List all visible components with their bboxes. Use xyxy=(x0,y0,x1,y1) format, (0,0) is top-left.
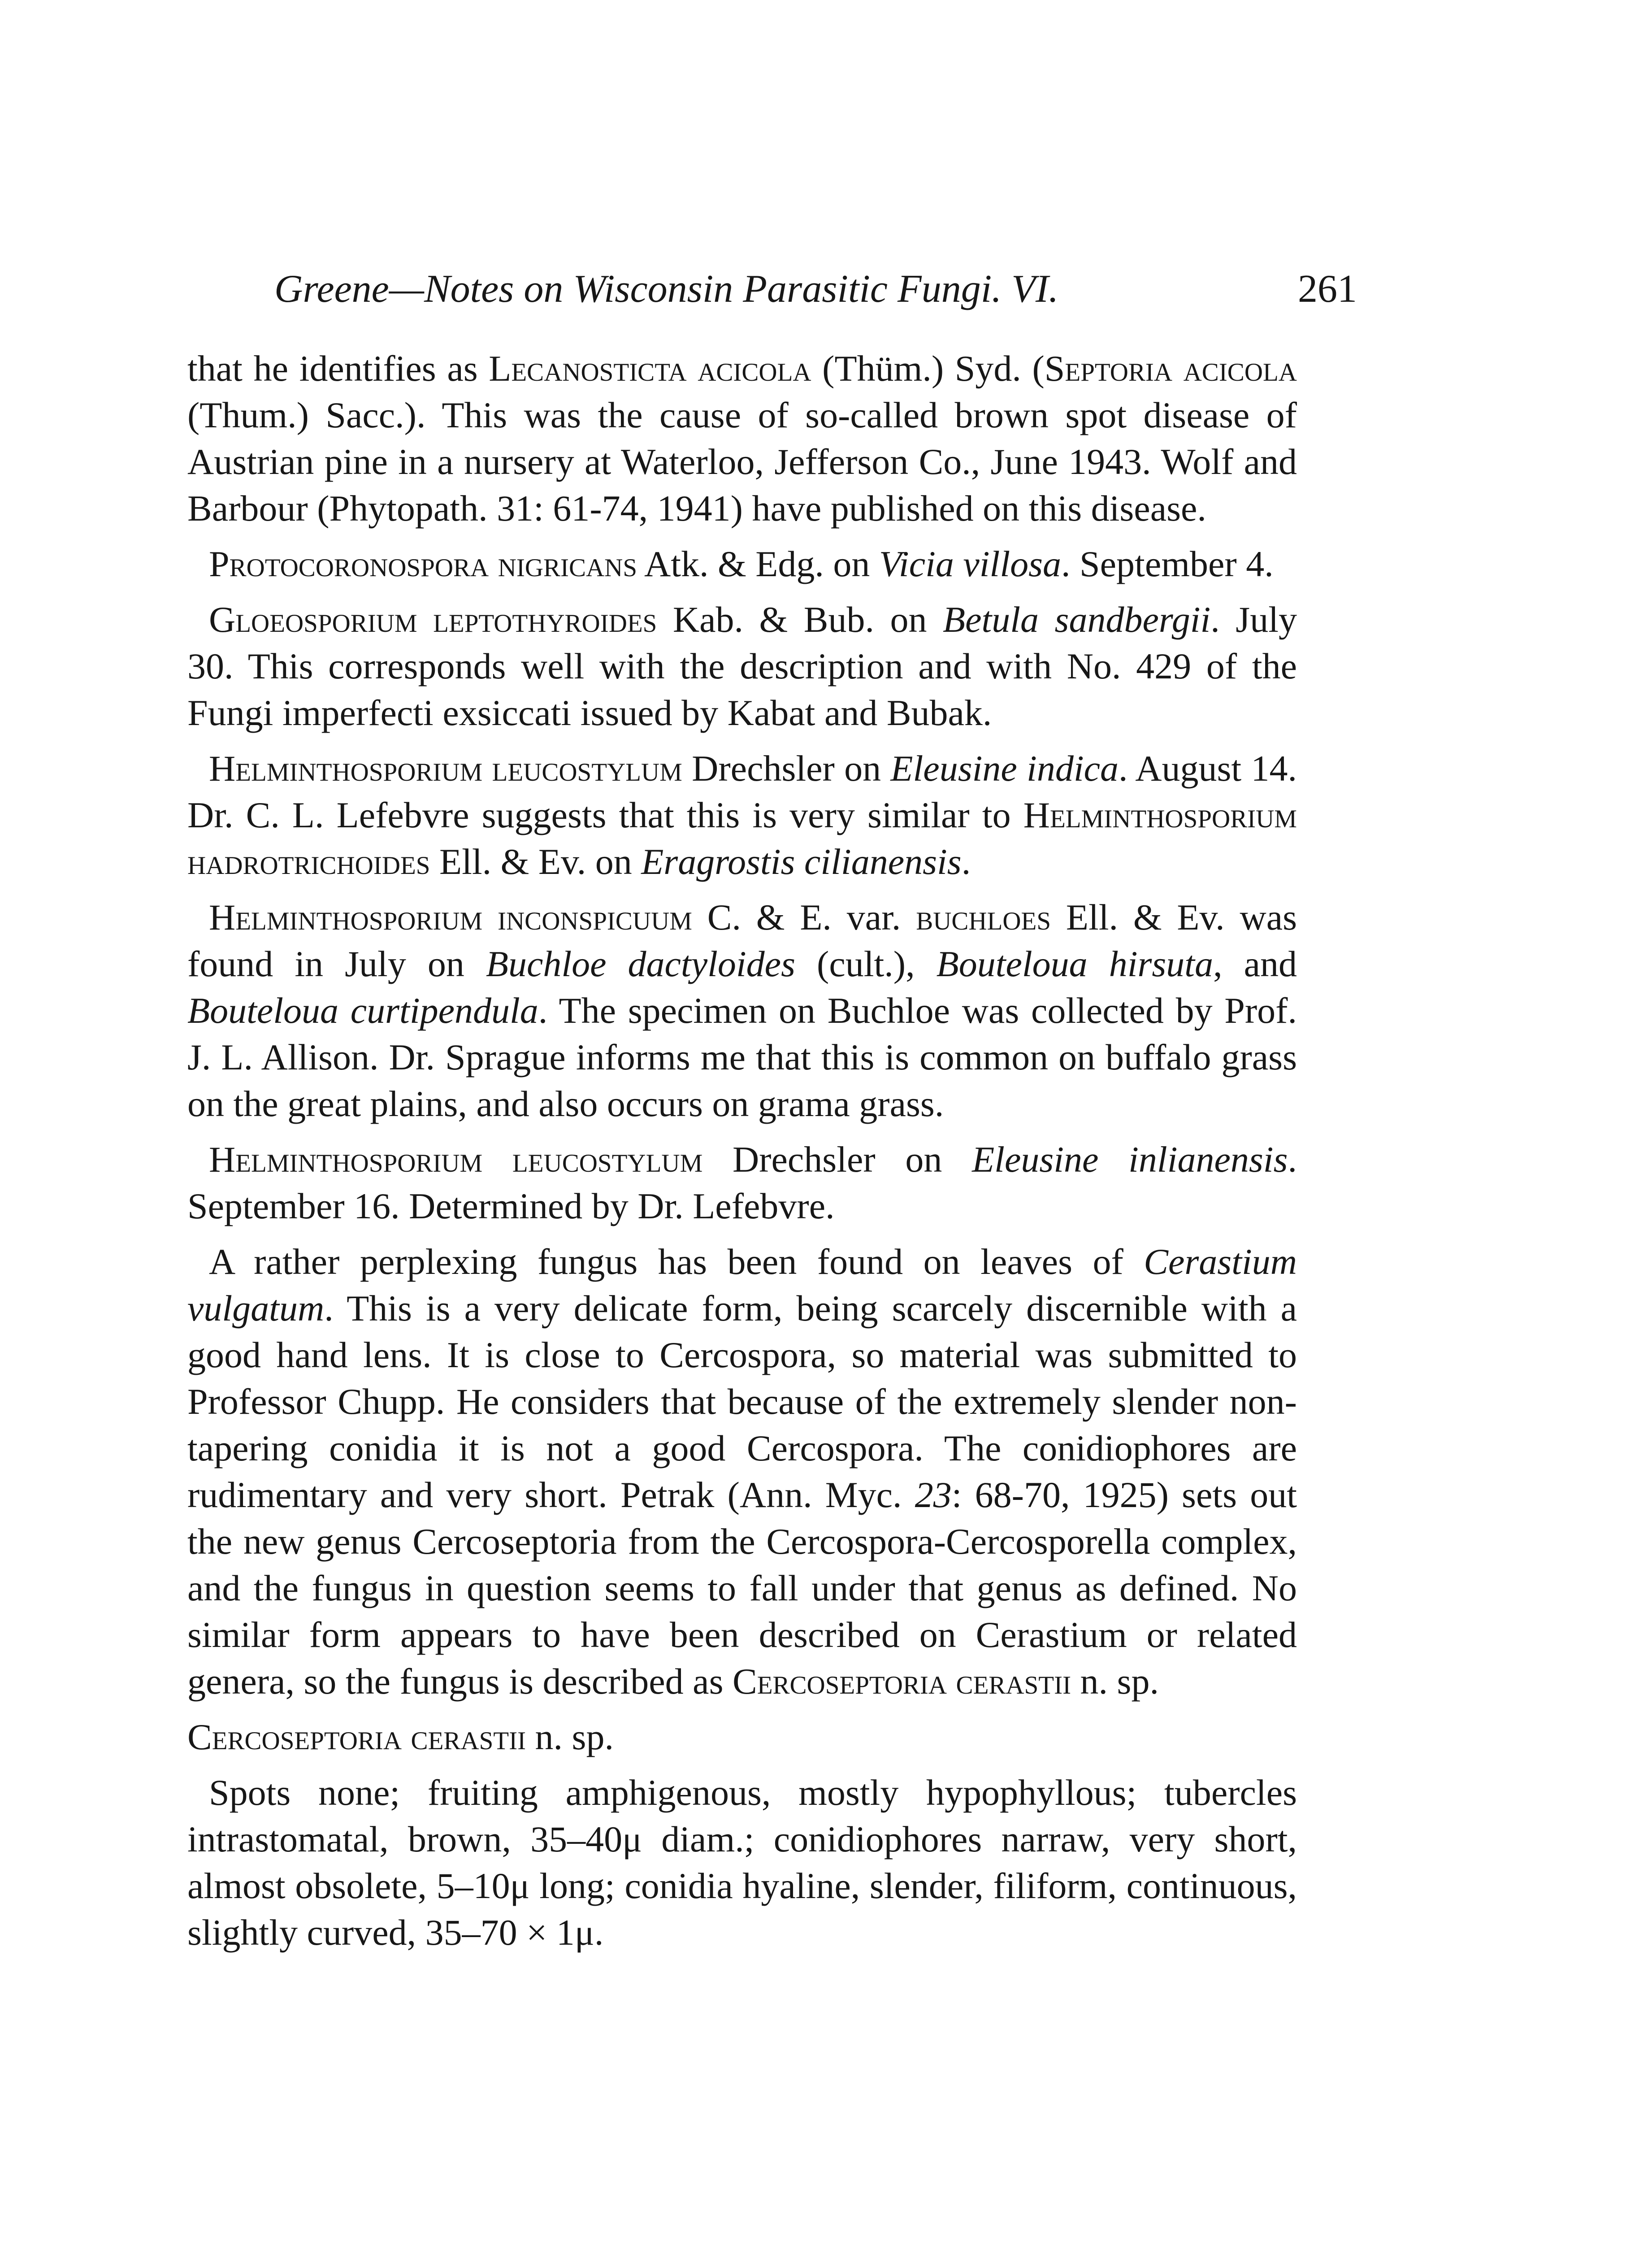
species-name: Cercoseptoria cerastii xyxy=(733,1661,1071,1702)
species-name: Lecanosticta acicola xyxy=(489,348,811,389)
species-name: Protocoronospora nigricans xyxy=(209,543,637,584)
host-name: Cerastium vulgatum xyxy=(187,1241,1297,1329)
species-name: Helminthosporium leucostylum xyxy=(209,748,682,789)
species-name: Helminthosporium hadrotrichoides xyxy=(187,795,1297,882)
paragraph-protocoronospora: Protocoronospora nigricans Atk. & Edg. on Vicia villosa. September 4. xyxy=(209,543,1274,584)
paragraph-helminthosporium-inconspicuum: Helminthosporium inconspicuum C. & E. var. buchloes Ell. & Ev. was found in July on Buchloe dactyloides (cult.), Bouteloua hirsuta, and Bouteloua curtipendula. The specimen on Buchloe was collected by Prof. J. L. Allison. Dr. Sprague informs me that this is common on buffalo grass on the great plains, and also occurs on grama grass. xyxy=(187,897,1297,1124)
running-title: Greene—Notes on Wisconsin Parasitic Fungi. VI. xyxy=(274,267,1059,311)
paragraph-helminthosporium-leucostylum-2: Helminthosporium leucostylum Drechsler on Eleusine inlianensis. September 16. Determined by Dr. Lefebvre. xyxy=(187,1139,1297,1226)
host-name: Betula sandbergii xyxy=(942,599,1211,640)
species-name: Gloeosporium leptothyroides xyxy=(209,599,657,640)
paragraph-helminthosporium-leucostylum: Helminthosporium leucostylum Drechsler on Eleusine indica. August 14. Dr. C. L. Lefebvre suggests that this is very similar to Helminthosporium hadrotrichoides Ell. & Ev. on Eragrostis cilianensis. xyxy=(187,748,1297,882)
host-name: Eleusine inlianensis xyxy=(972,1139,1288,1180)
host-name: Eleusine indica xyxy=(890,748,1119,789)
species-name: Helminthosporium inconspicuum xyxy=(209,897,692,938)
host-name: Vicia villosa xyxy=(879,543,1062,584)
volume-number: 23 xyxy=(915,1474,952,1515)
body-text xyxy=(187,345,1297,1956)
species-name: Helminthosporium leucostylum xyxy=(209,1139,703,1180)
species-heading: Cercoseptoria cerastii n. sp. xyxy=(187,1716,614,1757)
species-name: Cercoseptoria cerastii xyxy=(187,1716,526,1757)
paragraph-perplexing-fungus: A rather perplexing fungus has been found on leaves of Cerastium vulgatum. This is a very delicate form, being scarcely discernible with a good hand lens. It is close to Cercospora, so material was submitted to Professor Chupp. He considers that because of the extremely slender non-tapering conidia it is not a good Cercospora. The conidiophores are rudimentary and very short. Petrak (Ann. Myc. 23: 68-70, 1925) sets out the new genus Cercoseptoria from the Cercospora-Cercosporella complex, and the fungus in question seems to fall under that genus as defined. No similar form appears to have been described on Cerastium or related genera, so the fungus is described as Cercoseptoria cerastii n. sp. xyxy=(187,1241,1297,1702)
variety-name: buchloes xyxy=(916,897,1051,938)
paragraph-lecanosticta: that he identifies as Lecanosticta acicola (Thüm.) Syd. (Septoria acicola (Thum.) Sacc.). This was the cause of so-called brown spot disease of Austrian pine in a nursery at Waterloo, Jefferson Co., June 1943. Wolf and Barbour (Phytopath. 31: 61-74, 1941) have published on this disease. xyxy=(187,348,1297,529)
species-description: Spots none; fruiting amphigenous, mostly hypophyllous; tubercles intrastomatal, brown, 35–40μ diam.; conidiophores narraw, very short, almost obsolete, 5–10μ long; conidia hyaline, slender, filiform, continuous, slightly curved, 35–70 × 1μ. xyxy=(187,1772,1297,1953)
paragraph-gloeosporium: Gloeosporium leptothyroides Kab. & Bub. on Betula sandbergii. July 30. This corresponds well with the description and with No. 429 of the Fungi imperfecti exsiccati issued by Kabat and Bubak. xyxy=(187,599,1297,733)
host-name: Bouteloua curtipendula xyxy=(187,990,538,1031)
host-name: Eragrostis cilianensis xyxy=(641,841,962,882)
page-number: 261 xyxy=(1298,267,1357,311)
host-name: Bouteloua hirsuta xyxy=(936,943,1214,984)
running-header xyxy=(274,265,1357,314)
host-name: Buchloe dactyloides xyxy=(486,943,795,984)
species-name: Septoria acicola xyxy=(1044,348,1297,389)
